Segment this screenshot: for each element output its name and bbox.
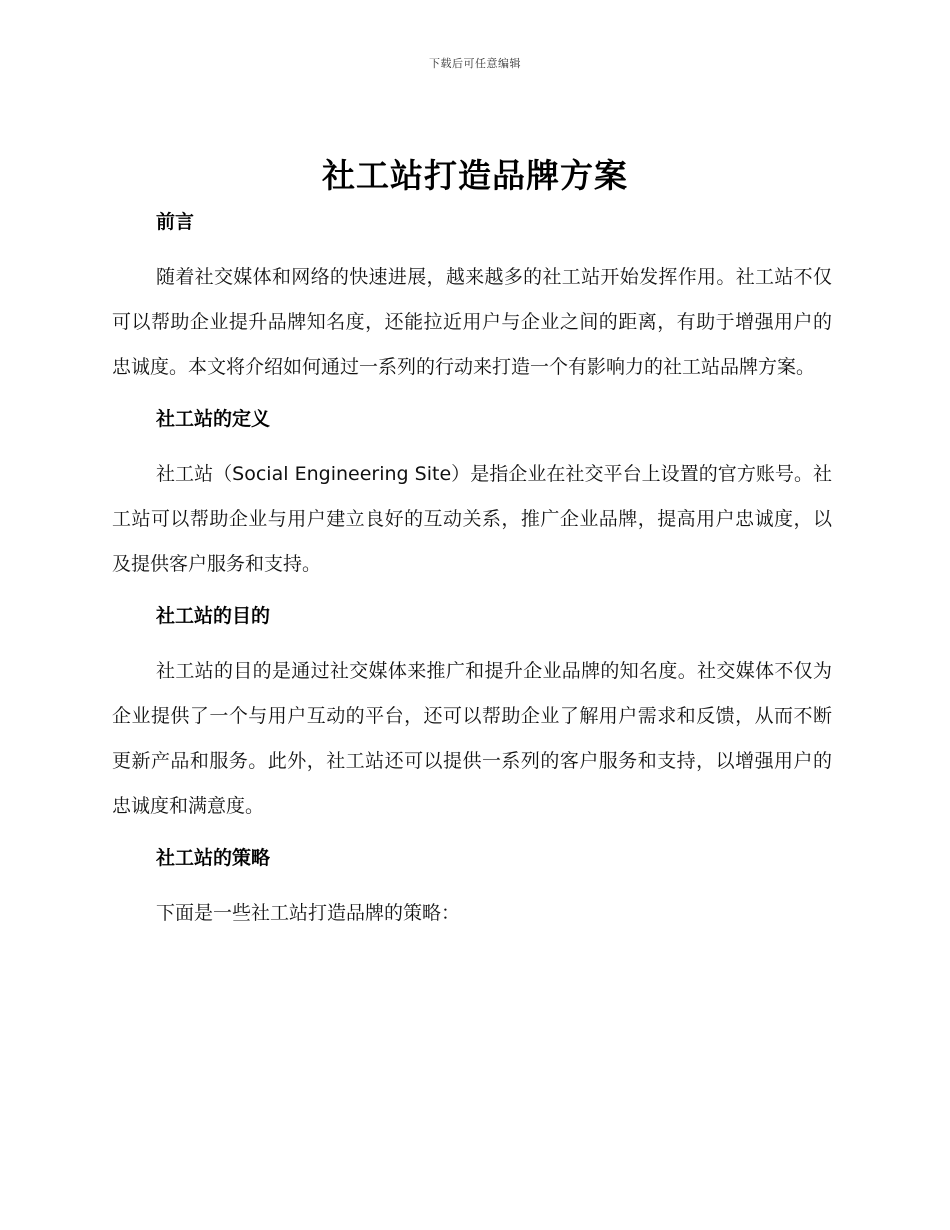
section-heading-definition: 社工站的定义 xyxy=(156,408,271,430)
section-heading-preface: 前言 xyxy=(156,211,195,233)
page-header: 下载后可任意编辑 xyxy=(429,57,521,70)
section-heading-strategy: 社工站的策略 xyxy=(156,847,271,869)
section-paragraph-strategy: 下面是一些社工站打造品牌的策略： xyxy=(156,902,461,924)
section-heading-purpose: 社工站的目的 xyxy=(156,605,271,627)
document-title: 社工站打造品牌方案 xyxy=(322,156,628,195)
section-paragraph-preface: 随着社交媒体和网络的快速进展，越来越多的社工站开始发挥作用。社工站不仅可以帮助企业提升品牌知名度，还能拉近用户与企业之间的距离，有助于增强用户的忠诚度。本文将介绍如何通过一系列的行动来打造一个有影响力的社工站品牌方案。 xyxy=(112,266,832,378)
section-paragraph-definition: 社工站（Social Engineering Site）是指企业在社交平台上设置的官方账号。社工站可以帮助企业与用户建立良好的互动关系，推广企业品牌，提高用户忠诚度，以及提供客户服务和支持。 xyxy=(112,463,832,575)
section-paragraph-purpose: 社工站的目的是通过社交媒体来推广和提升企业品牌的知名度。社交媒体不仅为企业提供了一个与用户互动的平台，还可以帮助企业了解用户需求和反馈，从而不断更新产品和服务。此外，社工站还可以提供一系列的客户服务和支持，以增强用户的忠诚度和满意度。 xyxy=(112,660,832,817)
document-body xyxy=(112,205,832,936)
